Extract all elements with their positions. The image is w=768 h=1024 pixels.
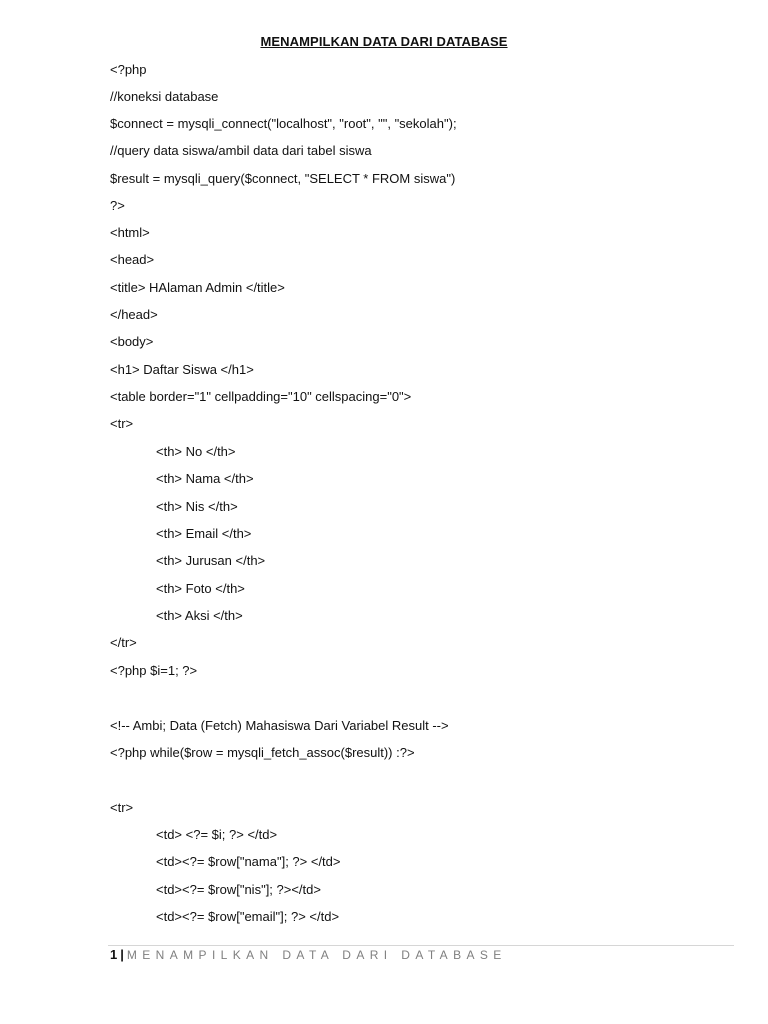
page-footer bbox=[110, 947, 507, 962]
code-line: <tr> bbox=[110, 416, 134, 431]
footer-divider bbox=[108, 945, 734, 946]
code-line: <?php $i=1; ?> bbox=[110, 663, 198, 678]
code-line: <body> bbox=[110, 334, 154, 349]
code-line: </tr> bbox=[110, 635, 137, 650]
code-line: <title> HAlaman Admin </title> bbox=[110, 280, 285, 295]
document-title: MENAMPILKAN DATA DARI DATABASE bbox=[260, 34, 508, 49]
code-line: <h1> Daftar Siswa </h1> bbox=[110, 362, 254, 377]
code-line: //query data siswa/ambil data dari tabel siswa bbox=[110, 143, 372, 158]
code-line: <th> Foto </th> bbox=[156, 581, 245, 596]
code-line: <head> bbox=[110, 252, 155, 267]
code-line: <th> Nama </th> bbox=[156, 471, 254, 486]
code-line: <td><?= $row["nis"]; ?></td> bbox=[156, 882, 321, 897]
code-line: <table border="1" cellpadding="10" cellspacing="0"> bbox=[110, 389, 412, 404]
page-number: 1 bbox=[110, 947, 118, 962]
code-line: <td> <?= $i; ?> </td> bbox=[156, 827, 278, 842]
code-line: //koneksi database bbox=[110, 89, 219, 104]
code-line: <?php while($row = mysqli_fetch_assoc($result)) :?> bbox=[110, 745, 415, 760]
code-line: <th> Nis </th> bbox=[156, 499, 238, 514]
code-line: </head> bbox=[110, 307, 158, 322]
code-line: <th> Aksi </th> bbox=[156, 608, 243, 623]
code-line: <?php bbox=[110, 62, 147, 77]
code-line: <!-- Ambi; Data (Fetch) Mahasiswa Dari Variabel Result --> bbox=[110, 718, 449, 733]
code-line: <td><?= $row["nama"]; ?> </td> bbox=[156, 854, 341, 869]
footer-separator: | bbox=[120, 947, 124, 962]
code-line: $connect = mysqli_connect("localhost", "root", "", "sekolah"); bbox=[110, 116, 457, 131]
code-line: $result = mysqli_query($connect, "SELECT * FROM siswa") bbox=[110, 171, 456, 186]
code-line: <html> bbox=[110, 225, 150, 240]
code-line: <th> Email </th> bbox=[156, 526, 252, 541]
footer-title: MENAMPILKAN DATA DARI DATABASE bbox=[126, 948, 507, 962]
code-line: <td><?= $row["email"]; ?> </td> bbox=[156, 909, 340, 924]
code-line: <tr> bbox=[110, 800, 134, 815]
code-line: <th> No </th> bbox=[156, 444, 236, 459]
code-line: <th> Jurusan </th> bbox=[156, 553, 266, 568]
code-line: ?> bbox=[110, 198, 125, 213]
